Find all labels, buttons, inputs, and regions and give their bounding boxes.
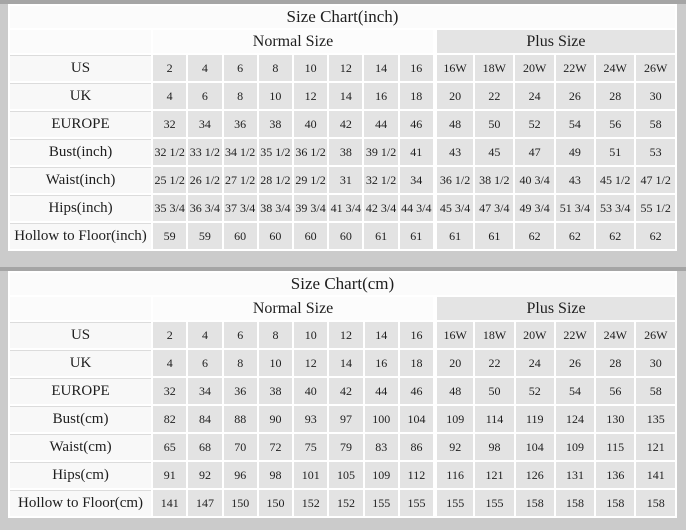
size-value: 4 xyxy=(188,322,221,348)
size-value: 30 xyxy=(636,83,675,109)
size-value: 14 xyxy=(329,83,362,109)
size-value: 124 xyxy=(556,406,594,432)
size-value: 147 xyxy=(188,490,221,516)
table-gap xyxy=(0,251,686,267)
size-value: 20 xyxy=(435,83,473,109)
table-row xyxy=(10,111,675,137)
size-value: 42 xyxy=(329,111,362,137)
row-label: Hips(inch) xyxy=(10,195,151,221)
size-value: 109 xyxy=(365,462,398,488)
size-value: 98 xyxy=(259,462,292,488)
table-row xyxy=(10,490,675,516)
size-value: 14 xyxy=(329,350,362,376)
size-value: 22 xyxy=(475,83,513,109)
row-label: UK xyxy=(10,350,151,376)
size-value: 18W xyxy=(475,55,513,81)
size-value: 34 1/2 xyxy=(224,139,257,165)
size-value: 24W xyxy=(596,322,634,348)
size-value: 44 xyxy=(364,111,397,137)
size-value: 47 xyxy=(515,139,553,165)
size-value: 50 xyxy=(475,111,513,137)
size-value: 32 1/2 xyxy=(364,167,397,193)
size-value: 82 xyxy=(153,406,186,432)
size-value: 116 xyxy=(435,462,473,488)
table-title: Size Chart(cm) xyxy=(10,273,675,295)
size-value: 61 xyxy=(475,223,513,249)
table-row xyxy=(10,434,675,460)
size-value: 6 xyxy=(188,83,221,109)
size-value: 25 1/2 xyxy=(153,167,186,193)
size-value: 104 xyxy=(516,434,554,460)
size-value: 141 xyxy=(636,462,675,488)
size-value: 126 xyxy=(516,462,554,488)
size-value: 58 xyxy=(636,378,675,404)
size-value: 45 xyxy=(475,139,513,165)
size-value: 135 xyxy=(636,406,675,432)
table-row xyxy=(10,55,675,81)
size-value: 4 xyxy=(188,55,221,81)
size-value: 22 xyxy=(475,350,513,376)
size-value: 41 3/4 xyxy=(329,195,362,221)
size-value: 10 xyxy=(294,55,327,81)
size-value: 121 xyxy=(475,462,513,488)
size-value: 6 xyxy=(224,55,257,81)
size-value: 16 xyxy=(364,83,397,109)
size-value: 6 xyxy=(224,322,257,348)
size-value: 26W xyxy=(636,55,675,81)
size-value: 54 xyxy=(556,111,594,137)
size-value: 109 xyxy=(556,434,594,460)
size-value: 93 xyxy=(294,406,327,432)
size-value: 18W xyxy=(475,322,513,348)
size-value: 37 3/4 xyxy=(224,195,257,221)
size-value: 10 xyxy=(294,322,327,348)
size-chart-cm-table-area xyxy=(0,271,686,518)
size-value: 121 xyxy=(636,434,675,460)
size-value: 60 xyxy=(259,223,292,249)
normal-size-header: Normal Size xyxy=(153,297,433,320)
size-value: 6 xyxy=(188,350,221,376)
size-value: 90 xyxy=(259,406,292,432)
size-chart-inch-block xyxy=(0,0,686,251)
size-value: 49 xyxy=(556,139,594,165)
row-label: Hips(cm) xyxy=(10,462,151,488)
size-value: 8 xyxy=(224,350,257,376)
size-value: 12 xyxy=(294,350,327,376)
size-value: 26 1/2 xyxy=(188,167,221,193)
size-value: 86 xyxy=(400,434,433,460)
size-value: 16W xyxy=(435,55,473,81)
size-value: 105 xyxy=(329,462,362,488)
size-value: 2 xyxy=(153,55,186,81)
size-chart-inch xyxy=(8,4,677,251)
size-value: 152 xyxy=(329,490,362,516)
size-value: 60 xyxy=(329,223,362,249)
size-value: 61 xyxy=(400,223,433,249)
size-value: 83 xyxy=(365,434,398,460)
table-row xyxy=(10,167,675,193)
size-value: 44 3/4 xyxy=(400,195,433,221)
size-value: 91 xyxy=(153,462,186,488)
size-value: 155 xyxy=(365,490,398,516)
row-label: US xyxy=(10,55,151,81)
size-value: 141 xyxy=(153,490,186,516)
size-value: 158 xyxy=(636,490,675,516)
size-value: 42 3/4 xyxy=(364,195,397,221)
size-value: 79 xyxy=(329,434,362,460)
size-value: 49 3/4 xyxy=(515,195,553,221)
plus-size-header: Plus Size xyxy=(435,297,675,320)
size-value: 92 xyxy=(435,434,473,460)
size-value: 35 3/4 xyxy=(153,195,186,221)
size-value: 155 xyxy=(475,490,513,516)
corner-cell xyxy=(10,30,151,53)
table-row xyxy=(10,462,675,488)
size-value: 119 xyxy=(516,406,554,432)
size-value: 20W xyxy=(516,322,554,348)
table-row xyxy=(10,195,675,221)
size-value: 46 xyxy=(400,378,433,404)
row-label: US xyxy=(10,322,151,348)
size-value: 39 3/4 xyxy=(294,195,327,221)
size-value: 70 xyxy=(224,434,257,460)
size-value: 46 xyxy=(400,111,433,137)
size-value: 52 xyxy=(516,378,554,404)
size-value: 60 xyxy=(294,223,327,249)
size-value: 155 xyxy=(435,490,473,516)
size-value: 12 xyxy=(294,83,327,109)
size-value: 4 xyxy=(153,350,186,376)
plus-size-header: Plus Size xyxy=(435,30,675,53)
size-value: 52 xyxy=(515,111,553,137)
size-value: 30 xyxy=(636,350,675,376)
table-row xyxy=(10,378,675,404)
size-value: 12 xyxy=(329,55,362,81)
size-value: 22W xyxy=(556,55,594,81)
size-value: 47 1/2 xyxy=(636,167,675,193)
size-value: 16 xyxy=(400,55,433,81)
size-value: 16W xyxy=(435,322,473,348)
size-value: 31 xyxy=(329,167,362,193)
table-row xyxy=(10,223,675,249)
size-value: 16 xyxy=(400,322,433,348)
size-value: 24 xyxy=(515,83,553,109)
size-value: 60 xyxy=(224,223,257,249)
size-value: 32 xyxy=(153,111,186,137)
size-value: 150 xyxy=(224,490,257,516)
size-value: 101 xyxy=(294,462,327,488)
size-value: 47 3/4 xyxy=(475,195,513,221)
table-row xyxy=(10,406,675,432)
row-label: Waist(cm) xyxy=(10,434,151,460)
size-value: 36 xyxy=(224,378,257,404)
size-value: 36 1/2 xyxy=(294,139,327,165)
size-value: 38 xyxy=(329,139,362,165)
size-value: 28 xyxy=(596,83,634,109)
size-value: 42 xyxy=(329,378,362,404)
size-value: 29 1/2 xyxy=(294,167,327,193)
size-value: 109 xyxy=(435,406,473,432)
size-value: 24W xyxy=(596,55,634,81)
size-chart-inch-table-area xyxy=(0,4,686,251)
size-value: 43 xyxy=(556,167,594,193)
size-value: 65 xyxy=(153,434,186,460)
row-label: Waist(inch) xyxy=(10,167,151,193)
size-value: 158 xyxy=(596,490,634,516)
size-value: 38 1/2 xyxy=(475,167,513,193)
size-value: 26W xyxy=(636,322,675,348)
size-value: 61 xyxy=(364,223,397,249)
row-label: Bust(inch) xyxy=(10,139,151,165)
normal-size-header: Normal Size xyxy=(153,30,433,53)
size-value: 43 xyxy=(435,139,473,165)
size-value: 56 xyxy=(596,378,634,404)
size-value: 10 xyxy=(259,83,292,109)
table-title: Size Chart(inch) xyxy=(10,6,675,28)
size-value: 112 xyxy=(400,462,433,488)
size-value: 28 1/2 xyxy=(259,167,292,193)
size-value: 104 xyxy=(400,406,433,432)
size-value: 68 xyxy=(188,434,221,460)
table-row xyxy=(10,139,675,165)
row-label: UK xyxy=(10,83,151,109)
size-value: 55 1/2 xyxy=(636,195,675,221)
table-row xyxy=(10,350,675,376)
size-value: 92 xyxy=(188,462,221,488)
size-value: 36 3/4 xyxy=(188,195,221,221)
table-row xyxy=(10,322,675,348)
size-value: 35 1/2 xyxy=(259,139,292,165)
size-value: 115 xyxy=(596,434,634,460)
size-value: 158 xyxy=(556,490,594,516)
size-chart-cm-block xyxy=(0,267,686,518)
row-label: Hollow to Floor(cm) xyxy=(10,490,151,516)
size-value: 8 xyxy=(259,322,292,348)
size-value: 158 xyxy=(516,490,554,516)
size-value: 53 xyxy=(636,139,675,165)
size-value: 50 xyxy=(475,378,513,404)
size-value: 56 xyxy=(596,111,634,137)
size-chart-cm xyxy=(8,271,677,518)
size-value: 14 xyxy=(364,55,397,81)
size-value: 48 xyxy=(435,111,473,137)
size-value: 72 xyxy=(259,434,292,460)
size-value: 98 xyxy=(475,434,513,460)
size-value: 36 1/2 xyxy=(435,167,473,193)
size-value: 8 xyxy=(224,83,257,109)
size-value: 40 3/4 xyxy=(515,167,553,193)
size-value: 36 xyxy=(224,111,257,137)
size-value: 96 xyxy=(224,462,257,488)
size-value: 22W xyxy=(556,322,594,348)
size-value: 38 3/4 xyxy=(259,195,292,221)
size-value: 54 xyxy=(556,378,594,404)
size-value: 51 3/4 xyxy=(556,195,594,221)
size-value: 28 xyxy=(596,350,634,376)
size-value: 62 xyxy=(515,223,553,249)
size-value: 10 xyxy=(259,350,292,376)
size-value: 58 xyxy=(636,111,675,137)
size-value: 20W xyxy=(515,55,553,81)
size-value: 16 xyxy=(365,350,398,376)
size-value: 62 xyxy=(556,223,594,249)
size-value: 59 xyxy=(153,223,186,249)
size-value: 18 xyxy=(400,83,433,109)
corner-cell xyxy=(10,297,151,320)
size-value: 130 xyxy=(596,406,634,432)
size-value: 40 xyxy=(294,111,327,137)
size-value: 45 3/4 xyxy=(435,195,473,221)
size-value: 27 1/2 xyxy=(224,167,257,193)
row-label: Bust(cm) xyxy=(10,406,151,432)
size-value: 75 xyxy=(294,434,327,460)
size-value: 62 xyxy=(636,223,675,249)
size-value: 51 xyxy=(596,139,634,165)
row-label: Hollow to Floor(inch) xyxy=(10,223,151,249)
size-value: 136 xyxy=(596,462,634,488)
size-value: 59 xyxy=(188,223,221,249)
size-value: 88 xyxy=(224,406,257,432)
size-value: 24 xyxy=(516,350,554,376)
size-value: 40 xyxy=(294,378,327,404)
size-value: 8 xyxy=(259,55,292,81)
size-value: 39 1/2 xyxy=(364,139,397,165)
size-value: 34 xyxy=(188,378,221,404)
size-value: 38 xyxy=(259,111,292,137)
size-value: 44 xyxy=(365,378,398,404)
size-value: 100 xyxy=(365,406,398,432)
size-value: 2 xyxy=(153,322,186,348)
size-value: 12 xyxy=(329,322,362,348)
size-value: 14 xyxy=(365,322,398,348)
size-value: 131 xyxy=(556,462,594,488)
size-value: 61 xyxy=(435,223,473,249)
row-label: EUROPE xyxy=(10,111,151,137)
size-value: 48 xyxy=(435,378,473,404)
size-value: 32 1/2 xyxy=(153,139,186,165)
size-value: 34 xyxy=(188,111,221,137)
size-value: 26 xyxy=(556,83,594,109)
size-value: 20 xyxy=(435,350,473,376)
size-value: 155 xyxy=(400,490,433,516)
size-value: 18 xyxy=(400,350,433,376)
size-value: 150 xyxy=(259,490,292,516)
size-value: 53 3/4 xyxy=(596,195,634,221)
table-row xyxy=(10,83,675,109)
size-value: 62 xyxy=(596,223,634,249)
size-value: 38 xyxy=(259,378,292,404)
size-value: 114 xyxy=(475,406,513,432)
size-value: 4 xyxy=(153,83,186,109)
row-label: EUROPE xyxy=(10,378,151,404)
size-value: 41 xyxy=(400,139,433,165)
size-value: 84 xyxy=(188,406,221,432)
size-value: 26 xyxy=(556,350,594,376)
size-value: 32 xyxy=(153,378,186,404)
size-value: 34 xyxy=(400,167,433,193)
size-value: 33 1/2 xyxy=(188,139,221,165)
size-value: 45 1/2 xyxy=(596,167,634,193)
size-value: 152 xyxy=(294,490,327,516)
size-value: 97 xyxy=(329,406,362,432)
